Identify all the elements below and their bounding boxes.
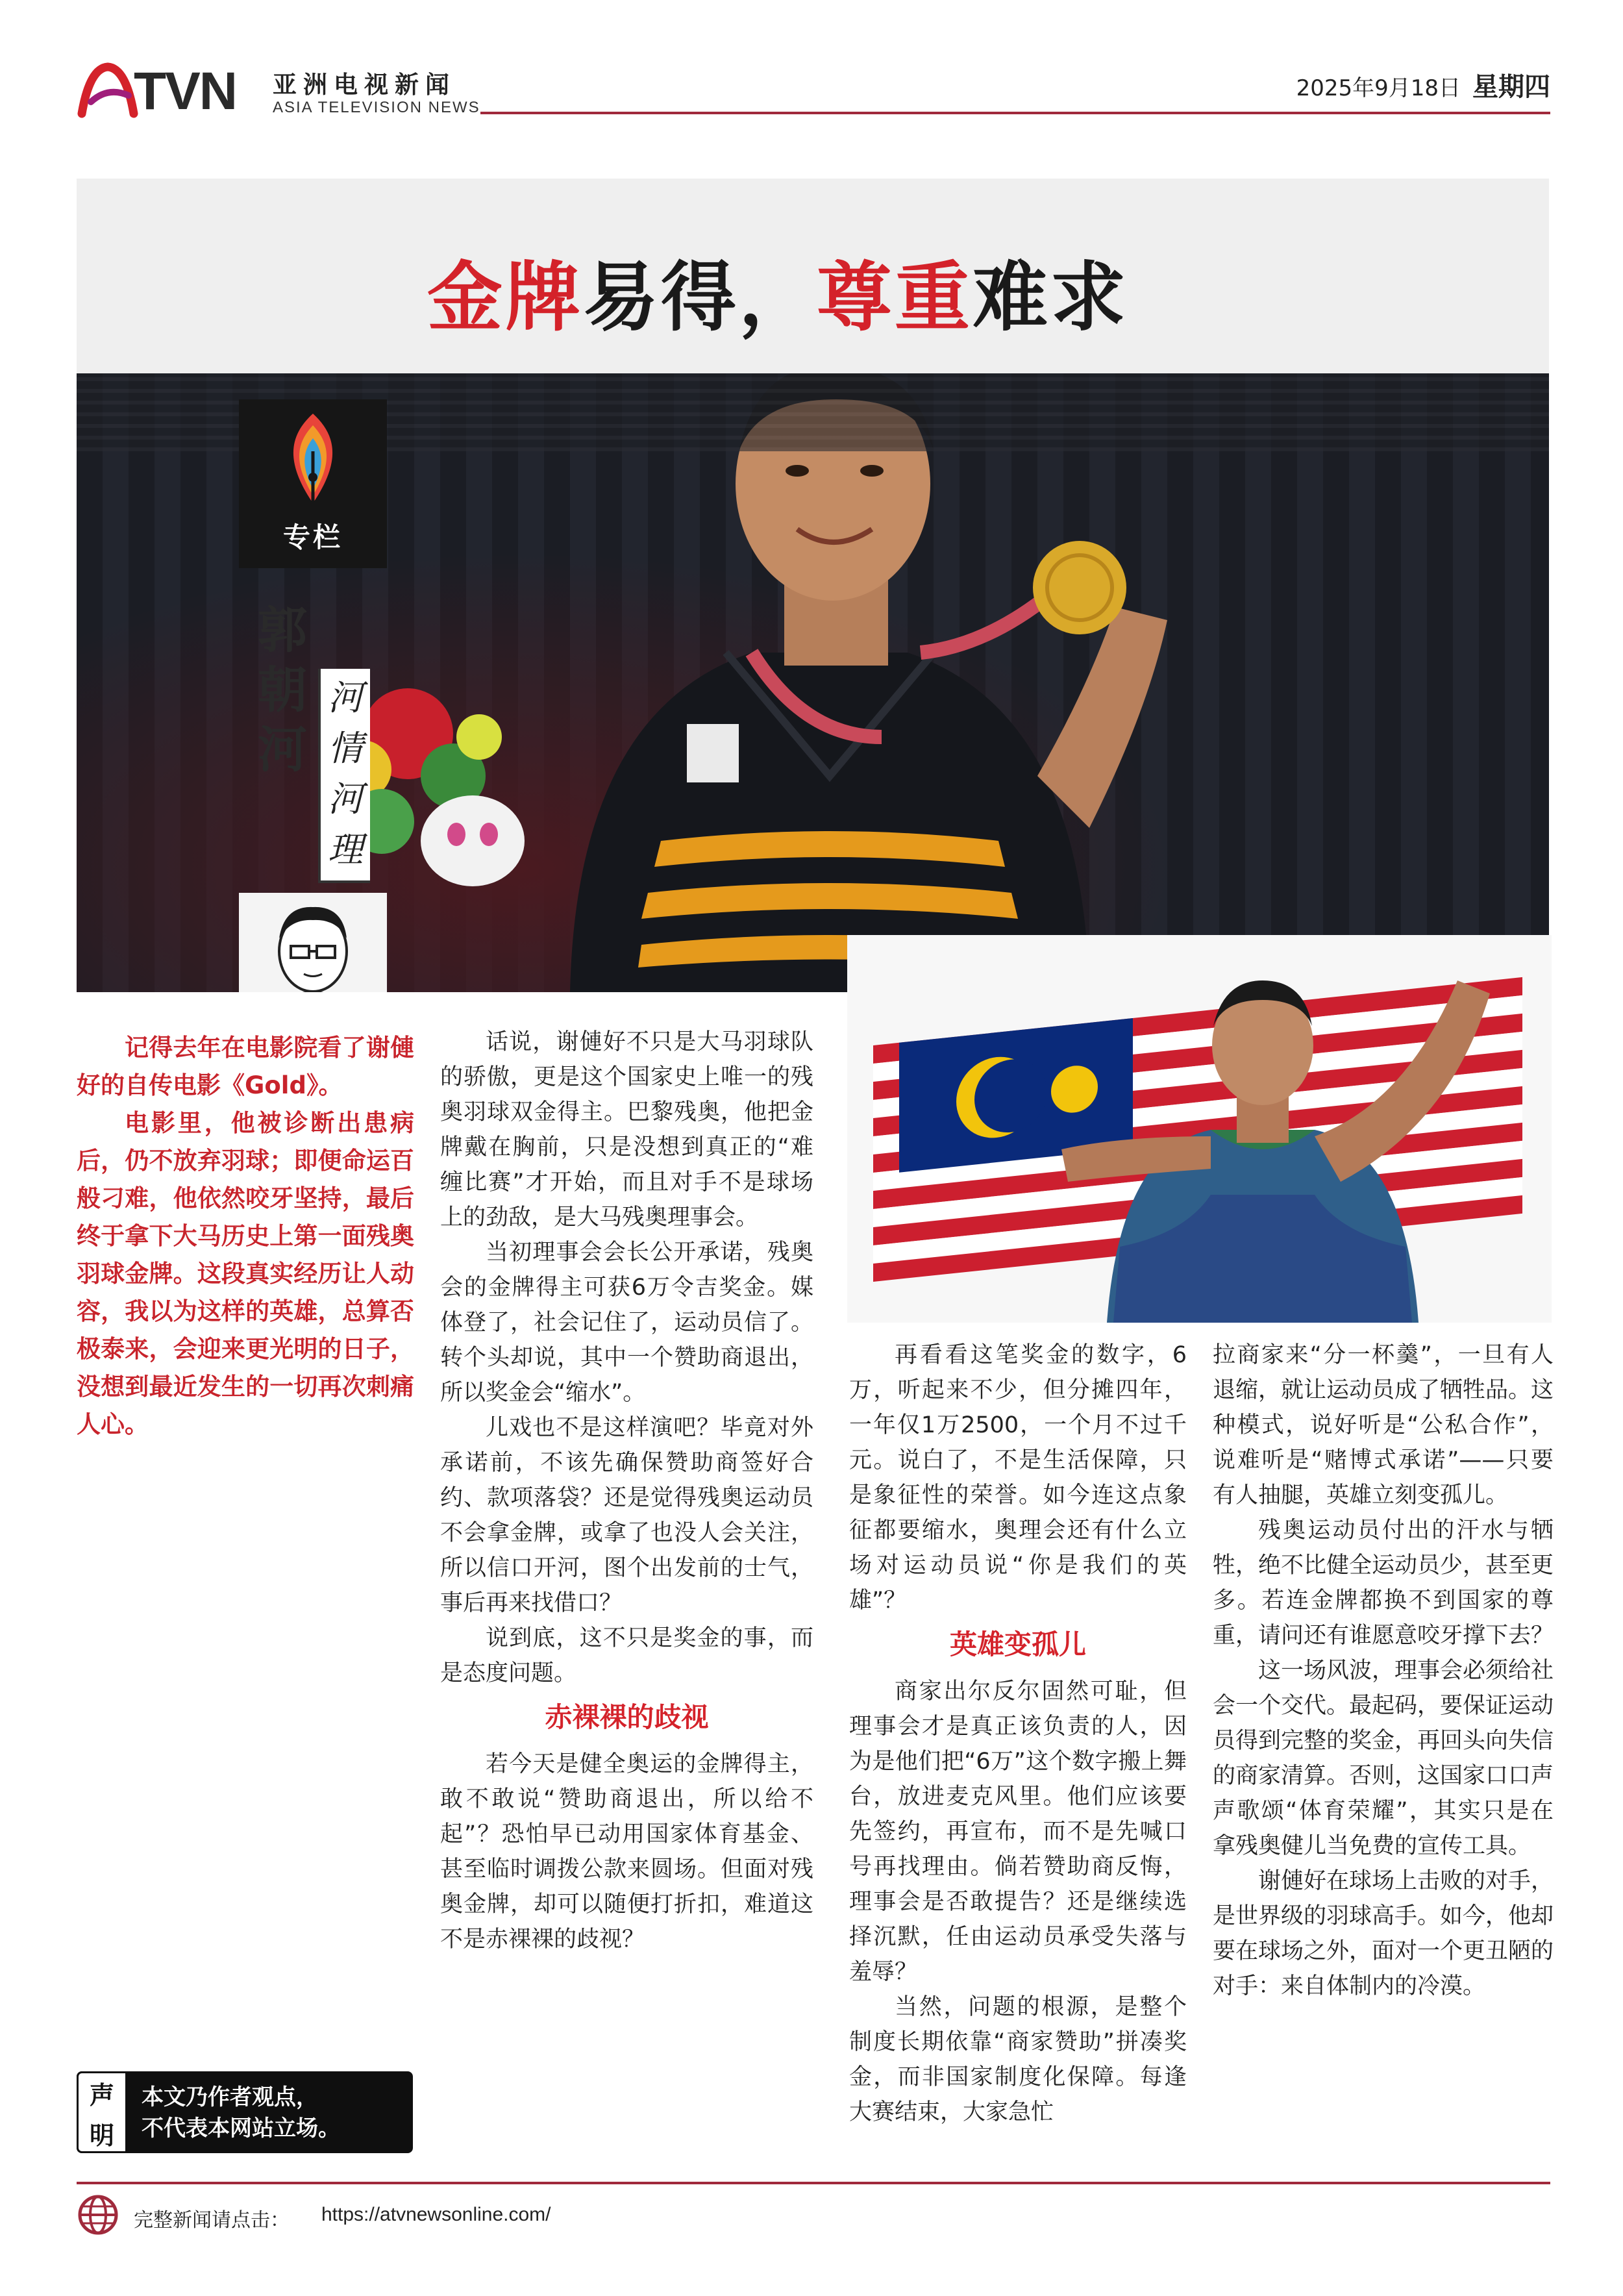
paragraph: 话说，谢僆好不只是大马羽球队的骄傲，更是这个国家史上唯一的残奥羽球双金得主。巴黎残奥，他把金牌戴在胸前，只是没想到真正的“难缠比赛”才开始，而且对手不是球场上的劲敌，是大马残奥理事会。	[440, 1029, 813, 1230]
paragraph: 残奥运动员付出的汗水与牺牲，绝不比健全运动员少，甚至更多。若连金牌都换不到国家的尊重，请问还有谁愿意咬牙撑下去？	[1213, 1517, 1554, 1649]
lead-paragraphs	[77, 1029, 414, 1443]
article-column-1	[440, 1025, 813, 1957]
lead-paragraph: 电影里，他被诊断出患病后，仍不放弃羽球；即便命运百般刁难，他依然咬牙坚持，最后终于拿下大马历史上第一面残奥羽球金牌。这段真实经历让人动容，我以为这样的英雄，总算否极泰来，会迎来更光明的日子，没想到最近发生的一切再次刺痛人心。	[77, 1109, 414, 1438]
column-badge	[239, 399, 387, 568]
paragraph: 拉商家来“分一杯羹”，一旦有人退缩，就让运动员成了牺牲品。这种模式，说好听是“公私合作”，说难听是“赌博式承诺”——只要有人抽腿，英雄立刻变孤儿。	[1213, 1342, 1554, 1508]
athlete-flag-photo	[847, 935, 1552, 1323]
column-name-char: 情	[328, 728, 363, 769]
column-name-char: 河	[328, 779, 363, 819]
paragraph: 再看看这笔奖金的数字，6万，听起来不少，但分摊四年，一年仅1万2500，一个月不过千元。说白了，不是生活保障，只是象征性的荣誉。如今连这点象征都要缩水，奥理会还有什么立场对运动员说“你是我们的英雄”？	[849, 1342, 1187, 1614]
disclaimer-tag	[77, 2071, 127, 2153]
article-column-2	[849, 1338, 1187, 2130]
brand-name-cn: 亚洲电视新闻	[273, 71, 456, 99]
logo-tvn-text: TVN	[134, 62, 236, 121]
footer-label: 完整新闻请点击：	[134, 2209, 290, 2232]
disclaimer-box	[77, 2071, 413, 2153]
weekday-text: 星期四	[1472, 72, 1550, 102]
headline-part-3: 尊重	[817, 254, 973, 342]
article-column-3	[1213, 1338, 1554, 2004]
date-text: 2025年9月18日	[1296, 75, 1461, 101]
paragraph: 说到底，这不只是奖金的事，而是态度问题。	[440, 1625, 813, 1686]
section-heading: 赤裸裸的歧视	[545, 1701, 709, 1733]
disclaimer-text	[142, 2082, 340, 2144]
paragraph: 这一场风波，理事会必须给社会一个交代。最起码，要保证运动员得到完整的奖金，再回头向失信的商家清算。否则，这国家口口声声歌颂“体育荣耀”，其实只是在拿残奥健儿当免费的宣传工具。	[1213, 1658, 1554, 1859]
fountain-pen-icon	[239, 399, 387, 516]
paragraph: 当然，问题的根源，是整个制度长期依靠“商家赞助”拼凑奖金，而非国家制度化保障。每逢大赛结束，大家急忙	[849, 1994, 1187, 2125]
column-tag-label: 专栏	[282, 521, 343, 553]
atvn-logo[interactable]	[77, 62, 252, 120]
column-name	[318, 669, 370, 883]
disclaimer-tag-char: 声	[89, 2081, 114, 2110]
hero-section	[77, 179, 1549, 992]
column-name-char: 理	[328, 829, 363, 870]
footer-divider	[77, 2182, 1550, 2184]
logo-a-mark-icon	[77, 62, 139, 120]
column-name-char: 河	[328, 677, 363, 718]
disclaimer-tag-char: 明	[89, 2121, 114, 2150]
author-name: 郭朝河	[258, 601, 307, 779]
headline	[427, 237, 1128, 345]
disclaimer-line: 本文乃作者观点，	[142, 2084, 318, 2110]
author-sketch-illustration	[239, 893, 387, 992]
issue-date	[1296, 66, 1550, 103]
globe-link-icon[interactable]	[77, 2193, 119, 2236]
athlete-with-flag-illustration	[847, 935, 1552, 1323]
header-divider	[480, 112, 1550, 114]
paragraph: 儿戏也不是这样演吧？毕竟对外承诺前，不该先确保赞助商签好合约、款项落袋？还是觉得残奥运动员不会拿金牌，或拿了也没人会关注，所以信口开河，图个出发前的士气，事后再来找借口？	[440, 1415, 813, 1616]
disclaimer-line: 不代表本网站立场。	[142, 2115, 340, 2141]
headline-part-1: 金牌	[427, 254, 583, 342]
brand-name-en: ASIA TELEVISION NEWS	[273, 99, 480, 116]
paragraph: 当初理事会会长公开承诺，残奥会的金牌得主可获6万令吉奖金。媒体登了，社会记住了，运动员信了。转个头却说，其中一个赞助商退出，所以奖金会“缩水”。	[440, 1240, 813, 1406]
lead-paragraph: 记得去年在电影院看了谢僆好的自传电影《Gold》。	[77, 1034, 414, 1099]
paragraph: 商家出尔反尔固然可耻，但理事会才是真正该负责的人，因为是他们把“6万”这个数字搬上舞台，放进麦克风里。他们应该要先签约，再宣布，而不是先喊口号再找理由。倘若赞助商反悔，理事会是否敢提告？还是继续选择沉默，任由运动员承受失落与羞辱？	[849, 1678, 1187, 1985]
headline-part-2: 易得，	[583, 254, 817, 342]
headline-part-4: 难求	[973, 254, 1128, 342]
paragraph: 谢僆好在球场上击败的对手，是世界级的羽球高手。如今，他却要在球场之外，面对一个更丑陋的对手：来自体制内的冷漠。	[1213, 1868, 1554, 1999]
paragraph: 若今天是健全奥运的金牌得主，敢不敢说“赞助商退出，所以给不起”？恐怕早已动用国家体育基金、甚至临时调拨公款来圆场。但面对残奥金牌，却可以随便打折扣，难道这不是赤裸裸的歧视？	[440, 1751, 813, 1953]
section-heading: 英雄变孤儿	[949, 1628, 1086, 1660]
footer-url-link[interactable]: https://atvnewsonline.com/	[321, 2204, 551, 2225]
author-portrait	[239, 893, 387, 992]
